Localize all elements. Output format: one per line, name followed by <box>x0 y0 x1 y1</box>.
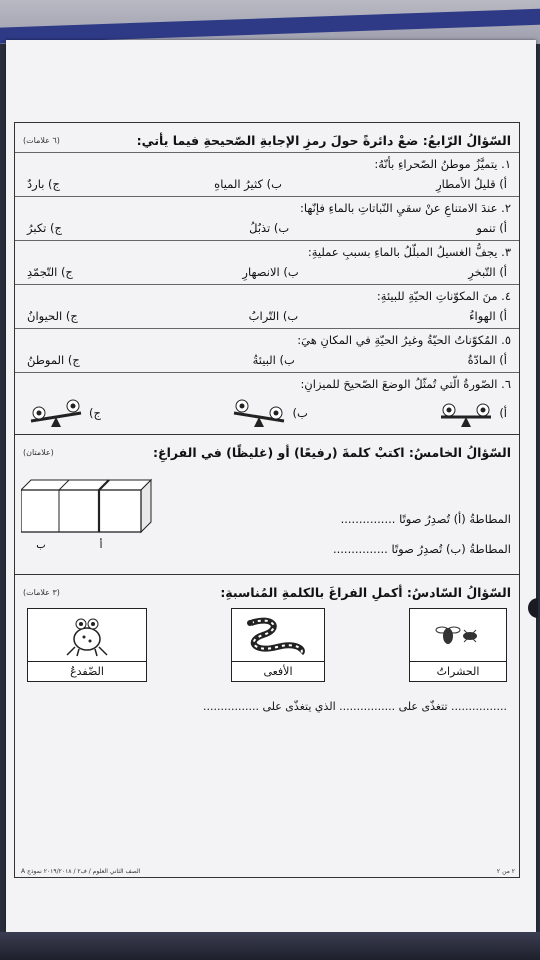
insects-label: الحشراتُ <box>436 665 480 678</box>
q4-item-5-option-c[interactable]: ج) الموطنُ <box>27 353 80 367</box>
q4-item-6-option-a-label: أ) <box>499 406 507 420</box>
q4-item-2-option-a[interactable]: أ) تنمو <box>476 221 507 235</box>
frog-label: الضّفدعُ <box>70 665 104 678</box>
q4-item-1-option-c[interactable]: ج) باردٌ <box>27 177 60 191</box>
q5-line-a[interactable]: المطاطةُ (أ) تُصدِرُ صوتًا ............... <box>340 512 511 526</box>
rubber-band-boxes <box>21 478 157 556</box>
q4-item-2-option-b[interactable]: ب) تذبُلُ <box>249 221 290 235</box>
q5-lines <box>333 504 511 564</box>
q4-item-2-option-c[interactable]: ج) تكبرُ <box>27 221 62 235</box>
q4-item-2 <box>15 196 519 240</box>
snake-icon <box>232 609 324 662</box>
exam-frame <box>14 122 520 878</box>
q5-title: السّؤالُ الخامسُ: اكتبْ كلمةَ (رفيعًا) أو (غليظًا) في الفراغِ: <box>153 445 511 460</box>
q4-item-6-option-c[interactable] <box>27 397 101 429</box>
q4-item-6-option-a[interactable] <box>437 397 507 429</box>
q6-sentence[interactable]: ................ تتغذّى على ................ الذي يتغذّى على ................ <box>203 700 507 713</box>
label-b: ب <box>36 540 46 551</box>
q4-item-1-stem: ١. يتميَّزُ موطنُ الصّحراءِ بأنّهُ: <box>374 157 511 171</box>
q6-marks: (٣ علامات) <box>23 588 60 597</box>
q4-item-6-stem: ٦. الصّورةُ الّتي تُمثّلُ الوضعَ الصّحيحَ للميزانِ: <box>300 377 511 391</box>
q4-header <box>23 133 511 148</box>
page-footer <box>21 868 515 875</box>
q4-item-3-option-b[interactable]: ب) الانصهارِ <box>242 265 299 279</box>
q4-item-1-option-a[interactable]: أ) قليلُ الأمطارِ <box>436 177 507 191</box>
q4-item-4-option-a[interactable]: أ) الهواءُ <box>469 309 507 323</box>
q4-item-6-option-c-label: ج) <box>89 406 101 420</box>
section-divider <box>15 574 519 575</box>
q4-item-5-stem: ٥. المُكوّناتُ الحيّةُ وغيرُ الحيّةِ في المكانِ هيَ: <box>297 333 511 347</box>
footer-page: ٢ من ٢ <box>496 868 515 875</box>
q4-item-6-option-b[interactable] <box>230 397 307 429</box>
q4-item-5-option-b[interactable]: ب) البيئةُ <box>252 353 295 367</box>
q4-item-5-option-a[interactable]: أ) المادّةُ <box>467 353 507 367</box>
q4-item-1-option-b[interactable]: ب) كثيرُ المياهِ <box>214 177 282 191</box>
q4-title: السّؤالُ الرّابعُ: ضعْ دائرةً حولَ رمزِ الإجابةِ الصّحيحةِ فيما يأتي: <box>136 133 511 148</box>
binder-hole <box>528 598 538 618</box>
q4-item-5 <box>15 328 519 372</box>
balanced-scale-icon <box>437 397 495 429</box>
snake-label: الأفعى <box>263 665 293 678</box>
q4-item-6 <box>15 372 519 434</box>
q4-item-3-option-c[interactable]: ج) التّجمّدِ <box>27 265 73 279</box>
snake-card <box>231 608 325 682</box>
q4-item-2-stem: ٢. عندَ الامتناعِ عنْ سقيِ النّباتاتِ بالماءِ فإنّها: <box>300 201 511 215</box>
q5-header <box>23 445 511 460</box>
label-a: أ <box>99 540 103 551</box>
q4-item-3-option-a[interactable]: أ) التّبخرِ <box>468 265 507 279</box>
tilted-scale-icon <box>230 397 288 429</box>
q4-item-4 <box>15 284 519 328</box>
frog-card <box>27 608 147 682</box>
q4-item-4-option-b[interactable]: ب) التّرابُ <box>248 309 299 323</box>
tilted-scale-icon <box>27 397 85 429</box>
q5-body <box>15 464 519 574</box>
q4-item-3-stem: ٣. يجفُّ الغسيلُ المبلّلُ بالماءِ بسببِ عمليةِ: <box>307 245 511 259</box>
q4-item-4-option-c[interactable]: ج) الحيوانُ <box>27 309 78 323</box>
q4-item-6-option-b-label: ب) <box>292 406 308 420</box>
q5-line-b[interactable]: المطاطةُ (ب) تُصدِرُ صوتًا ............... <box>332 542 511 556</box>
binder-bottom <box>0 932 540 960</box>
insects-card <box>409 608 507 682</box>
q4-item-1 <box>15 152 519 196</box>
insects-icon <box>410 609 506 662</box>
frog-icon <box>28 609 146 662</box>
section-divider <box>15 434 519 435</box>
q4-item-4-stem: ٤. منَ المكوّناتِ الحيّةِ للبيئةِ: <box>376 289 511 303</box>
footer-info: الصف الثاني العلوم / ف٢ / ٢٠١٩/٢٠١٨ نموذج A <box>21 868 141 875</box>
q6-header <box>23 585 511 600</box>
q5-marks: (علامتان) <box>23 448 54 457</box>
q4-marks: (٦ علامات) <box>23 136 60 145</box>
q4-item-3 <box>15 240 519 284</box>
q6-pictures <box>15 604 519 686</box>
q6-title: السّؤالُ السّادسُ: أكملِ الفراغَ بالكلمةِ المُناسبةِ: <box>220 585 511 600</box>
